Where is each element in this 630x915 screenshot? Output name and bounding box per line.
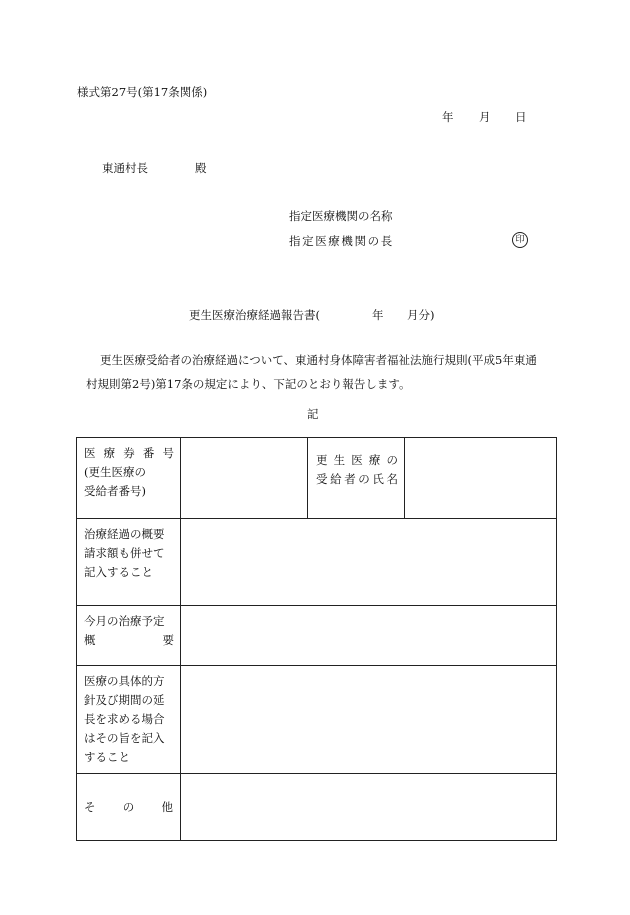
treatment-policy-label-line3: 長を求める場合 bbox=[84, 712, 165, 726]
document-title: 更生医療治療経過報告書( bbox=[189, 308, 320, 322]
treatment-summary-label-line1: 治療経過の概要 bbox=[84, 527, 165, 541]
treatment-policy-label-line1: 医療の具体的方 bbox=[84, 674, 165, 688]
treatment-summary-label bbox=[77, 519, 181, 606]
recipient-name-label bbox=[308, 438, 405, 519]
table-row-other bbox=[77, 774, 557, 841]
treatment-summary-label-line2: 請求額も併せて bbox=[84, 546, 165, 560]
body-text-line2: 村規則第2号)第17条の規定により、下記のとおり報告します。 bbox=[86, 377, 411, 391]
recipient-name-value[interactable] bbox=[405, 438, 557, 519]
monthly-plan-label-line2: 概 要 bbox=[84, 633, 174, 647]
monthly-plan-label bbox=[77, 606, 181, 666]
report-form-table bbox=[76, 437, 557, 841]
title-month: 月分) bbox=[407, 308, 435, 322]
institution-head-label: 指定医療機関の長 bbox=[289, 234, 394, 248]
recipient-name-label-line2: 受 給 者 の 氏 名 bbox=[316, 472, 398, 486]
recipient-name-label-line1: 更 生 医 療 の bbox=[316, 453, 398, 467]
ki-heading: 記 bbox=[307, 407, 319, 421]
monthly-plan-value[interactable] bbox=[181, 606, 557, 666]
institution-name-label: 指定医療機関の名称 bbox=[289, 209, 393, 223]
treatment-policy-value[interactable] bbox=[181, 666, 557, 774]
title-year: 年 bbox=[372, 308, 384, 322]
ticket-number-label-line3: 受給者番号) bbox=[84, 484, 146, 498]
treatment-policy-label-line5: すること bbox=[84, 750, 130, 764]
date-month: 月 bbox=[479, 110, 491, 124]
body-text-line1: 更生医療受給者の治療経過について、東通村身体障害者福祉法施行規則(平成5年東通 bbox=[100, 353, 537, 367]
addressee-honorific: 殿 bbox=[195, 161, 207, 175]
seal-mark: 印 bbox=[512, 232, 528, 248]
ticket-number-label-line1: 医 療 券 番 号 bbox=[84, 446, 174, 460]
form-number: 様式第27号(第17条関係) bbox=[77, 85, 208, 99]
table-row-monthly-plan bbox=[77, 606, 557, 666]
ticket-number-label-line2: (更生医療の bbox=[84, 465, 146, 479]
table-row-treatment-policy bbox=[77, 666, 557, 774]
treatment-policy-label-line4: はその旨を記入 bbox=[84, 731, 165, 745]
table-row-treatment-summary bbox=[77, 519, 557, 606]
date-day: 日 bbox=[515, 110, 527, 124]
addressee-name: 東通村長 bbox=[102, 161, 148, 175]
ticket-number-label bbox=[77, 438, 181, 519]
date-year: 年 bbox=[442, 110, 454, 124]
other-label: そ の 他 bbox=[77, 774, 181, 841]
treatment-policy-label-line2: 針及び期間の延 bbox=[84, 693, 165, 707]
ticket-number-value[interactable] bbox=[181, 438, 308, 519]
treatment-summary-value[interactable] bbox=[181, 519, 557, 606]
table-row-ticket-number bbox=[77, 438, 557, 519]
treatment-summary-label-line3: 記入すること bbox=[84, 565, 153, 579]
other-value[interactable] bbox=[181, 774, 557, 841]
monthly-plan-label-line1: 今月の治療予定 bbox=[84, 614, 165, 628]
treatment-policy-label bbox=[77, 666, 181, 774]
